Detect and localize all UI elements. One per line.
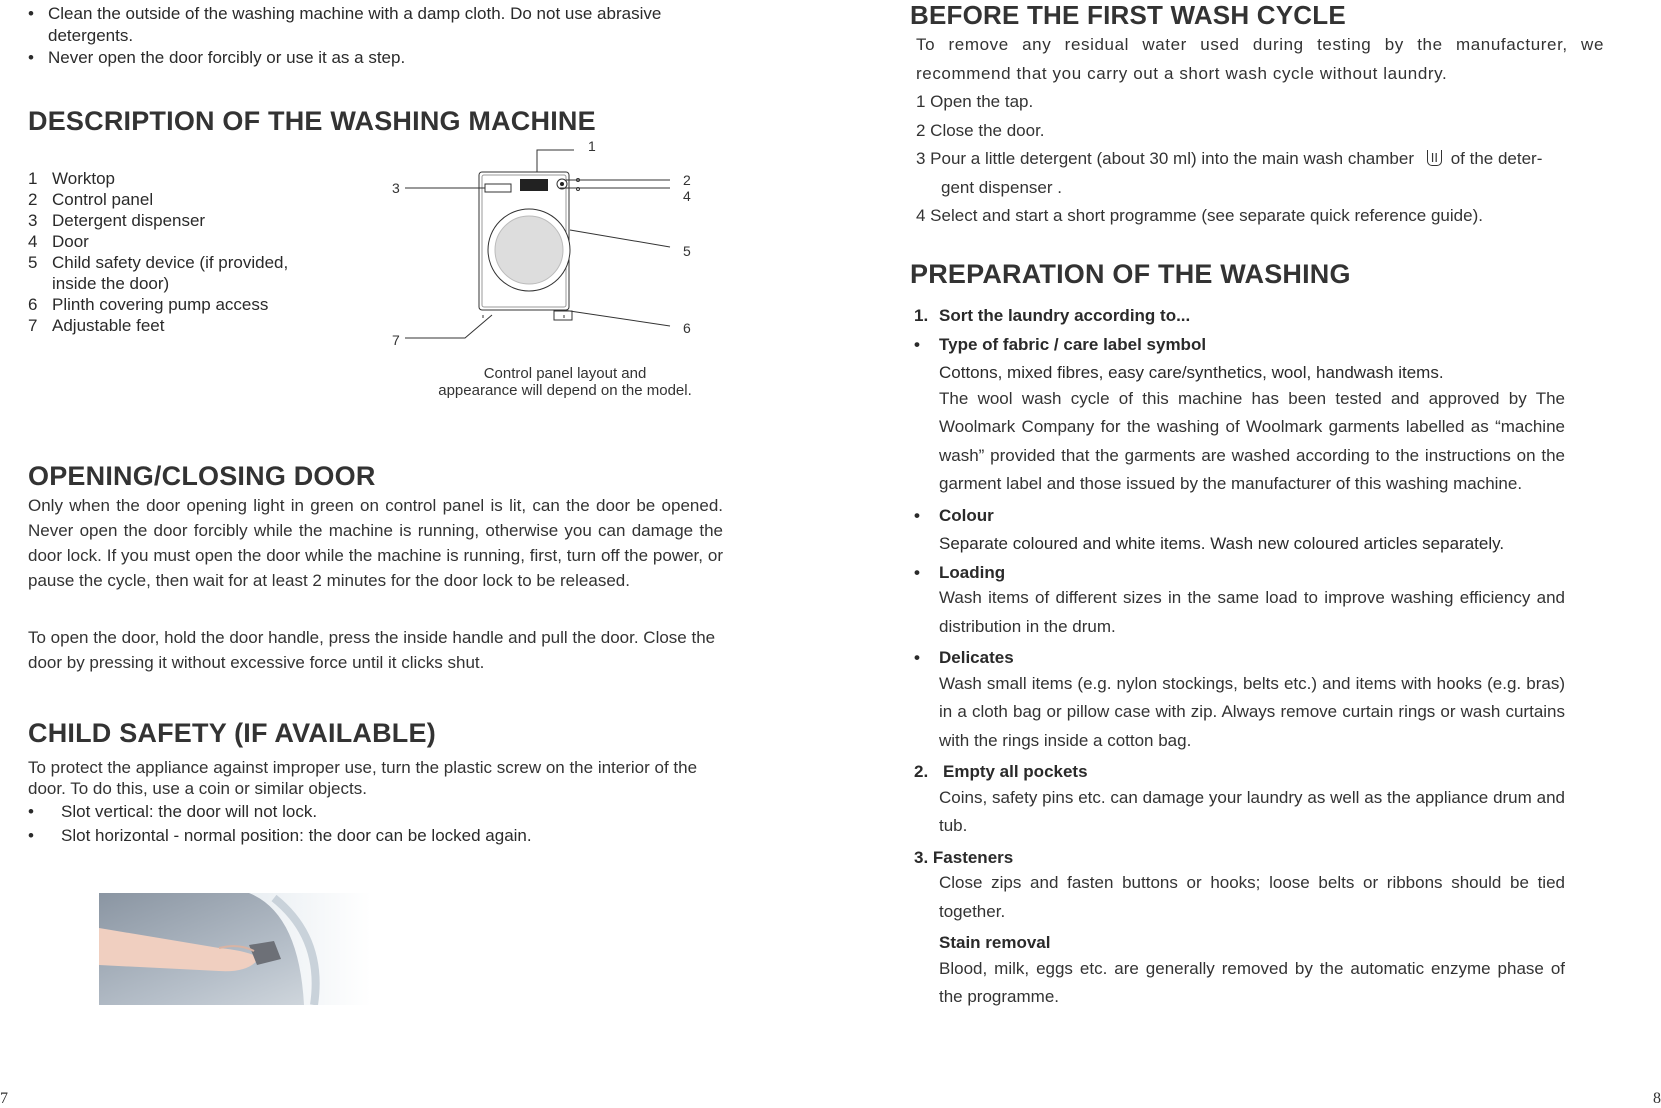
bullet-icon: • [914,505,920,525]
page-number-left: 7 [0,1090,8,1107]
delicates-heading: • Delicates [914,648,1014,667]
description-title: DESCRIPTION OF THE WASHING MACHINE [28,106,596,136]
callout-5: 5 [683,243,691,259]
page-number-right: 8 [1653,1090,1661,1107]
washing-machine-diagram [390,135,715,345]
fabric-heading: • Type of fabric / care label symbol [914,334,1207,354]
left-page: • Clean the outside of the washing machine with a damp cloth. Do not use abrasive detergents. • Never open the door forcibly or use it as a step. DESCRIPTION OF THE WASHING MACHINE 1 Worktop 2 Control panel 3 Detergent dispenser 4 Door 5 Child safety device (if provided, inside the door) 6 Plinth covering pump access 7 Adjustable feet 1 2 3 4 5 6 7 Control panel layout and appearance will depend on the model. OPENING/CLOSING DOOR Only when the door opening light in green on control panel is lit, can the door be opened. Never open the door forcibly while the machine is running, otherwise you can damage the door lock. If you must open the door while the machine is running, first, turn off the power, or pause the cycle, then wait for at least 2 minutes for the door lock to be released. To open the door, hold the door handle, press the inside handle and pull the door. Close the door by pressing it without excessive force until it clicks shut. CHILD SAFETY (IF AVAILABLE) To protect the appliance against improper use, turn the plastic screw on the interior of the door. To do this, use a coin or similar objects. • Slot vertical: the door will not lock. • Slot horizontal - normal position: the door can be locked again. 7 [0,0,760,1106]
caption-line: Control panel layout and [483,365,647,382]
loading-text: Wash items of different sizes in the same load to improve washing efficiency and distribution in the drum. [939,588,1565,636]
callout-2: 2 [683,172,691,188]
bullet-icon: • [28,826,34,845]
bullet-icon: • [28,802,34,821]
callout-6: 6 [683,320,691,336]
fabric-text: Cottons, mixed fibres, easy care/synthetics, wool, handwash items. [939,363,1444,382]
first-wash-step-4: 4 Select and start a short programme (see separate quick reference guide). [916,206,1483,225]
child-safety-photo [99,893,371,1005]
first-wash-step-3 [916,145,1542,174]
woolmark-paragraph: The wool wash cycle of this machine has been tested and approved by The Woolmark Company for the washing of Woolmark garments labelled as “machine wash” provided that the garments are washed according to the instructions on the garment label and those issued by the manufacturer of this washing machine. [939,388,1565,493]
preparation-list [900,303,1605,1012]
loading-heading: • Loading [914,562,1006,582]
section-2-heading: 2. Empty all pockets [914,762,1088,781]
caption-line: appearance will depend on the model. [438,382,692,399]
stain-heading: Stain removal [939,933,1051,952]
opening-title: OPENING/CLOSING DOOR [28,461,376,491]
opening-paragraph: Only when the door opening light in green on control panel is lit, can the door be opened. Never open the door forcibly while the machine is running, otherwise you can damage the door lock. If you must open the door while the machine is running, first, turn off the power, or pause the cycle, then wait for at least 2 minutes for the door lock to be released. [28,496,723,590]
callout-1: 1 [588,138,596,154]
callout-4: 4 [683,188,691,204]
first-wash-intro: To remove any residual water used during testing by the manufacturer, we recommend that you carry out a short wash cycle without laundry. [916,35,1604,83]
child-safety-bullet-text: Slot horizontal - normal position: the door can be locked again. [61,826,532,845]
bullet-icon: • [28,4,34,23]
first-wash-title: BEFORE THE FIRST WASH CYCLE [910,0,1346,30]
right-page [900,0,1661,1107]
first-wash-step-2: 2 Close the door. [916,121,1045,140]
first-wash-step-1: 1 Open the tap. [916,92,1034,111]
opening-paragraph-2: To open the door, hold the door handle, press the inside handle and pull the door. Close the door by pressing it without excessive force until it clicks shut. [28,628,716,672]
main-wash-chamber-icon: II [1427,150,1442,166]
colour-heading: • Colour [914,505,994,525]
bullet-icon: • [914,334,920,354]
first-wash-step-3-cont: gent dispenser . [941,178,1062,197]
child-safety-bullet-text: Slot vertical: the door will not lock. [61,802,318,821]
stain-text: Blood, milk, eggs etc. are generally removed by the automatic enzyme phase of the programme. [939,958,1565,1006]
section-3-heading: 3. Fasteners [914,847,1014,867]
bullet-icon: • [914,562,920,582]
bullet-icon: • [28,48,34,67]
delicates-text: Wash small items (e.g. nylon stockings, belts etc.) and items with hooks (e.g. bras) in a cloth bag or pillow case with zip. Always remove curtain rings or wash curtains with the rings inside a cotton bag. [939,673,1565,750]
bullet-icon: • [914,648,920,667]
diagram-caption [400,365,730,399]
child-safety-paragraph: To protect the appliance against improper use, turn the plastic screw on the interior of the door. To do this, use a coin or similar objects. [28,758,698,798]
step-3-text-after: of the deter- [1450,149,1543,168]
preparation-title: PREPARATION OF THE WASHING [910,259,1351,289]
section-1-heading: 1. Sort the laundry according to... [914,306,1191,325]
callout-3: 3 [392,180,400,196]
fasteners-text: Close zips and fasten buttons or hooks; loose belts or ribbons should be tied together. [939,873,1565,921]
colour-text: Separate coloured and white items. Wash new coloured articles separately. [939,534,1505,553]
pockets-text: Coins, safety pins etc. can damage your laundry as well as the appliance drum and tub. [939,787,1565,835]
child-safety-title: CHILD SAFETY (IF AVAILABLE) [28,718,436,748]
callout-7: 7 [392,332,400,345]
step-3-text: 3 Pour a little detergent (about 30 ml) into the main wash chamber [916,149,1414,168]
intro-bullet-text: Clean the outside of the washing machine with a damp cloth. Do not use abrasive detergents. [48,4,662,45]
machine-illustration [479,172,580,320]
intro-bullet-text: Never open the door forcibly or use it as a step. [48,48,406,67]
